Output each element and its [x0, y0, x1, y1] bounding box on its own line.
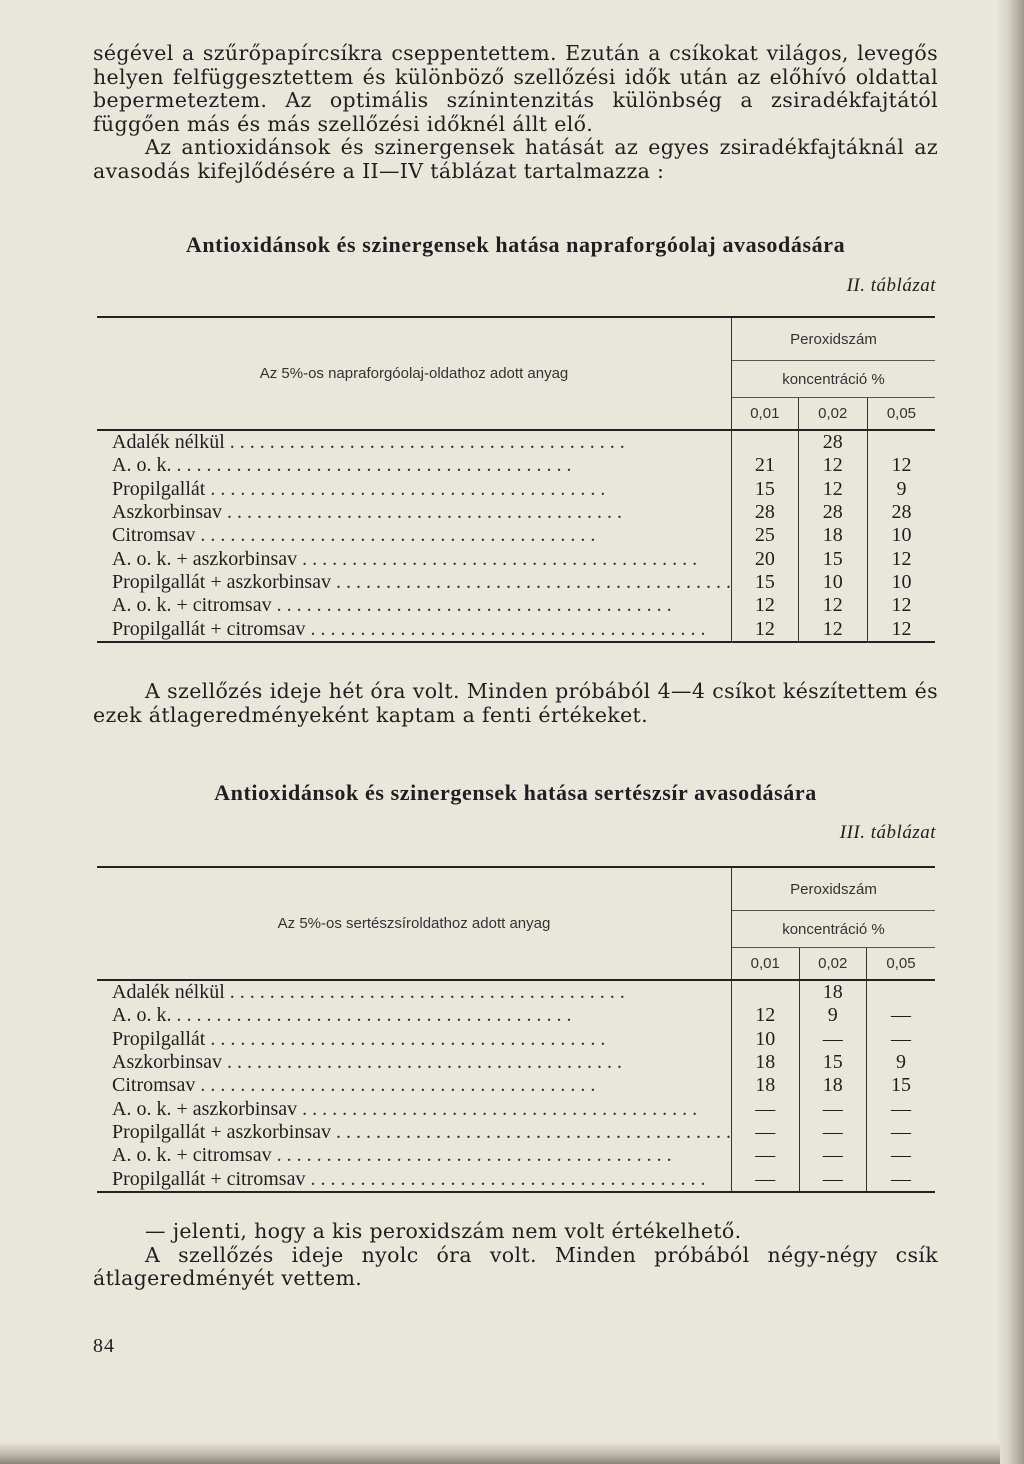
cell-value: 15	[732, 478, 799, 501]
row-label-text: Adalék nélkül	[112, 431, 225, 454]
row-label	[97, 1074, 732, 1097]
row-label	[97, 524, 732, 547]
cell-value	[732, 980, 800, 1004]
table3-number: III. táblázat	[839, 822, 936, 843]
middle-text	[93, 680, 938, 727]
table2	[97, 316, 935, 643]
table-row	[97, 594, 935, 617]
cell-value: 10	[798, 571, 867, 594]
cell-value: —	[799, 1121, 867, 1144]
cell-value: —	[732, 1121, 800, 1144]
cell-value: 12	[867, 594, 935, 617]
cell-value: 12	[798, 594, 867, 617]
cell-value: 12	[732, 617, 799, 641]
table2-subgroup-header: koncentráció %	[782, 370, 885, 388]
table-row	[97, 524, 935, 547]
cell-value: 12	[732, 1004, 800, 1027]
table2-number: II. táblázat	[846, 275, 936, 296]
cell-value: 18	[799, 980, 867, 1004]
row-label-text: Adalék nélkül	[112, 981, 225, 1004]
cell-value: —	[799, 1144, 867, 1167]
cell-value	[867, 980, 935, 1004]
table-row	[97, 980, 935, 1004]
middle-paragraph: A szellőzés ideje hét óra volt. Minden próbából 4—4 csíkot készítettem és ezek átlageredményeként kaptam a fenti értékeket.	[93, 679, 938, 727]
cell-value: —	[867, 1097, 935, 1120]
intro-paragraph-1: ségével a szűrőpapírcsíkra cseppentettem. Ezután a csíkokat világos, levegős helyen felfüggesztettem és különböző szellőzési idők után az előhívó oldattal bepermeteztem. Az optimális színintenzitás különbség a zsiradékfajtától függően más és más szellőzési időknél állt elő.	[93, 41, 938, 136]
leader-dots: . . . . . . . . . . . . . . . . . . . . . . . . . . . . . . . . . . . . . . . .	[205, 477, 606, 500]
cell-value: 9	[867, 478, 935, 501]
leader-dots: . . . . . . . . . . . . . . . . . . . . . . . . . . . . . . . . . . . . . . . .	[171, 454, 572, 477]
leader-dots: . . . . . . . . . . . . . . . . . . . . . . . . . . . . . . . . . . . . . . . .	[221, 1051, 622, 1074]
page-number: 84	[93, 1335, 115, 1357]
table-row	[97, 1074, 935, 1097]
leader-dots: . . . . . . . . . . . . . . . . . . . . . . . . . . . . . . . . . . . . . . . .	[195, 524, 596, 547]
table3-col-header: 0,02	[799, 948, 867, 981]
cell-value: 12	[732, 594, 799, 617]
cell-value: —	[799, 1097, 867, 1120]
table2-col-header: 0,05	[867, 398, 935, 431]
cell-value: 12	[867, 617, 935, 641]
intro-text	[93, 42, 938, 183]
table-row	[97, 1121, 935, 1144]
cell-value: 10	[732, 1028, 800, 1051]
cell-value: 21	[732, 454, 799, 477]
cell-value: 28	[798, 501, 867, 524]
table-row	[97, 501, 935, 524]
table3-col-header: 0,01	[732, 948, 800, 981]
row-label	[97, 571, 732, 594]
leader-dots: . . . . . . . . . . . . . . . . . . . . . . . . . . . . . . . . . . . . . . . .	[271, 594, 672, 617]
row-label-text: A. o. k. + aszkorbinsav	[112, 1097, 298, 1120]
leader-dots: . . . . . . . . . . . . . . . . . . . . . . . . . . . . . . . . . . . . . . . .	[171, 1004, 572, 1027]
leader-dots: . . . . . . . . . . . . . . . . . . . . . . . . . . . . . . . . . . . . . . . .	[205, 1027, 606, 1050]
cell-value: 12	[798, 478, 867, 501]
table3-row-header: Az 5%-os sertészsíroldathoz adott anyag	[97, 867, 732, 980]
row-label-text: Propilgallát + aszkorbinsav	[112, 570, 332, 593]
row-label-text: A. o. k. + aszkorbinsav	[112, 547, 298, 570]
leader-dots: . . . . . . . . . . . . . . . . . . . . . . . . . . . . . . . . . . . . . . . .	[331, 570, 732, 593]
table3-subgroup-header: koncentráció %	[782, 920, 885, 938]
cell-value: 18	[732, 1074, 800, 1097]
leader-dots: . . . . . . . . . . . . . . . . . . . . . . . . . . . . . . . . . . . . . . . .	[305, 617, 706, 640]
intro-paragraph-2: Az antioxidánsok és szinergensek hatását az egyes zsiradékfajtáknál az avasodás kifejlődésére a II—IV táblázat tartalmazza :	[93, 135, 938, 183]
cell-value: 10	[867, 524, 935, 547]
cell-value: 18	[732, 1051, 800, 1074]
table-row	[97, 1144, 935, 1167]
table-row	[97, 571, 935, 594]
page-bottom-shadow	[0, 1442, 1000, 1464]
table-row	[97, 1004, 935, 1027]
cell-value: 9	[867, 1051, 935, 1074]
cell-value: —	[867, 1121, 935, 1144]
cell-value: 18	[799, 1074, 867, 1097]
table-row	[97, 430, 935, 454]
row-label	[97, 1097, 732, 1120]
table-row	[97, 1097, 935, 1120]
row-label	[97, 594, 732, 617]
cell-value: 15	[732, 571, 799, 594]
leader-dots: . . . . . . . . . . . . . . . . . . . . . . . . . . . . . . . . . . . . . . . .	[221, 501, 622, 524]
leader-dots: . . . . . . . . . . . . . . . . . . . . . . . . . . . . . . . . . . . . . . . .	[224, 431, 625, 454]
table-row	[97, 478, 935, 501]
table3-col-header: 0,05	[867, 948, 935, 981]
table2-title: Antioxidánsok és szinergensek hatása napraforgóolaj avasodására	[185, 232, 846, 257]
closing-text	[93, 1220, 938, 1291]
row-label	[97, 1121, 732, 1144]
table2-row-header: Az 5%-os napraforgóolaj-oldathoz adott anyag	[97, 317, 732, 430]
leader-dots: . . . . . . . . . . . . . . . . . . . . . . . . . . . . . . . . . . . . . . . .	[297, 547, 698, 570]
cell-value: 28	[798, 430, 867, 454]
row-label-text: A. o. k.	[112, 1004, 172, 1027]
row-label	[97, 1167, 732, 1191]
cell-value: 9	[799, 1004, 867, 1027]
cell-value: —	[867, 1004, 935, 1027]
table2-group-header: Peroxidszám	[732, 317, 935, 361]
row-label-text: Propilgallát + aszkorbinsav	[112, 1120, 332, 1143]
cell-value: 28	[867, 501, 935, 524]
cell-value: 12	[798, 617, 867, 641]
table3	[97, 866, 935, 1193]
cell-value: 15	[798, 547, 867, 570]
cell-value: —	[732, 1167, 800, 1191]
cell-value: 25	[732, 524, 799, 547]
cell-value	[867, 430, 935, 454]
leader-dots: . . . . . . . . . . . . . . . . . . . . . . . . . . . . . . . . . . . . . . . .	[305, 1167, 706, 1190]
cell-value: 12	[867, 547, 935, 570]
table3-group-header: Peroxidszám	[732, 867, 935, 911]
cell-value: —	[732, 1144, 800, 1167]
row-label-text: Propilgallát	[112, 1027, 206, 1050]
row-label	[97, 547, 732, 570]
row-label-text: Citromsav	[112, 524, 196, 547]
row-label	[97, 454, 732, 477]
table-row	[97, 1028, 935, 1051]
cell-value	[732, 430, 799, 454]
leader-dots: . . . . . . . . . . . . . . . . . . . . . . . . . . . . . . . . . . . . . . . .	[271, 1144, 672, 1167]
table3-title: Antioxidánsok és szinergensek hatása sertészsír avasodására	[214, 780, 817, 805]
row-label	[97, 980, 732, 1004]
row-label	[97, 617, 732, 641]
closing-paragraph: A szellőzés ideje nyolc óra volt. Minden próbából négy-négy csík átlageredményét vettem.	[93, 1242, 938, 1290]
leader-dots: . . . . . . . . . . . . . . . . . . . . . . . . . . . . . . . . . . . . . . . .	[297, 1097, 698, 1120]
row-label-text: Propilgallát + citromsav	[112, 617, 306, 640]
footnote: — jelenti, hogy a kis peroxidszám nem volt értékelhető.	[145, 1219, 742, 1243]
cell-value: 10	[867, 571, 935, 594]
table-row	[97, 547, 935, 570]
row-label-text: A. o. k. + citromsav	[112, 1144, 272, 1167]
cell-value: 20	[732, 547, 799, 570]
table-row	[97, 617, 935, 641]
row-label-text: Propilgallát	[112, 477, 206, 500]
row-label-text: A. o. k.	[112, 454, 172, 477]
leader-dots: . . . . . . . . . . . . . . . . . . . . . . . . . . . . . . . . . . . . . . . .	[331, 1120, 732, 1143]
cell-value: —	[867, 1144, 935, 1167]
cell-value: 12	[867, 454, 935, 477]
cell-value: —	[732, 1097, 800, 1120]
cell-value: —	[799, 1167, 867, 1191]
row-label	[97, 478, 732, 501]
table-row	[97, 454, 935, 477]
leader-dots: . . . . . . . . . . . . . . . . . . . . . . . . . . . . . . . . . . . . . . . .	[195, 1074, 596, 1097]
table-row	[97, 1167, 935, 1191]
row-label-text: Citromsav	[112, 1074, 196, 1097]
row-label	[97, 430, 732, 454]
table-row	[97, 1051, 935, 1074]
table2-col-header: 0,01	[732, 398, 799, 431]
cell-value: 15	[799, 1051, 867, 1074]
row-label	[97, 1004, 732, 1027]
row-label-text: Propilgallát + citromsav	[112, 1167, 306, 1190]
row-label	[97, 501, 732, 524]
cell-value: —	[867, 1028, 935, 1051]
row-label-text: Aszkorbinsav	[112, 1051, 222, 1074]
row-label-text: Aszkorbinsav	[112, 501, 222, 524]
row-label-text: A. o. k. + citromsav	[112, 594, 272, 617]
cell-value: 18	[798, 524, 867, 547]
row-label	[97, 1051, 732, 1074]
cell-value: 28	[732, 501, 799, 524]
table2-col-header: 0,02	[798, 398, 867, 431]
cell-value: 15	[867, 1074, 935, 1097]
cell-value: —	[867, 1167, 935, 1191]
cell-value: —	[799, 1028, 867, 1051]
row-label	[97, 1028, 732, 1051]
cell-value: 12	[798, 454, 867, 477]
row-label	[97, 1144, 732, 1167]
page-edge-shadow	[996, 0, 1024, 1464]
leader-dots: . . . . . . . . . . . . . . . . . . . . . . . . . . . . . . . . . . . . . . . .	[224, 981, 625, 1004]
